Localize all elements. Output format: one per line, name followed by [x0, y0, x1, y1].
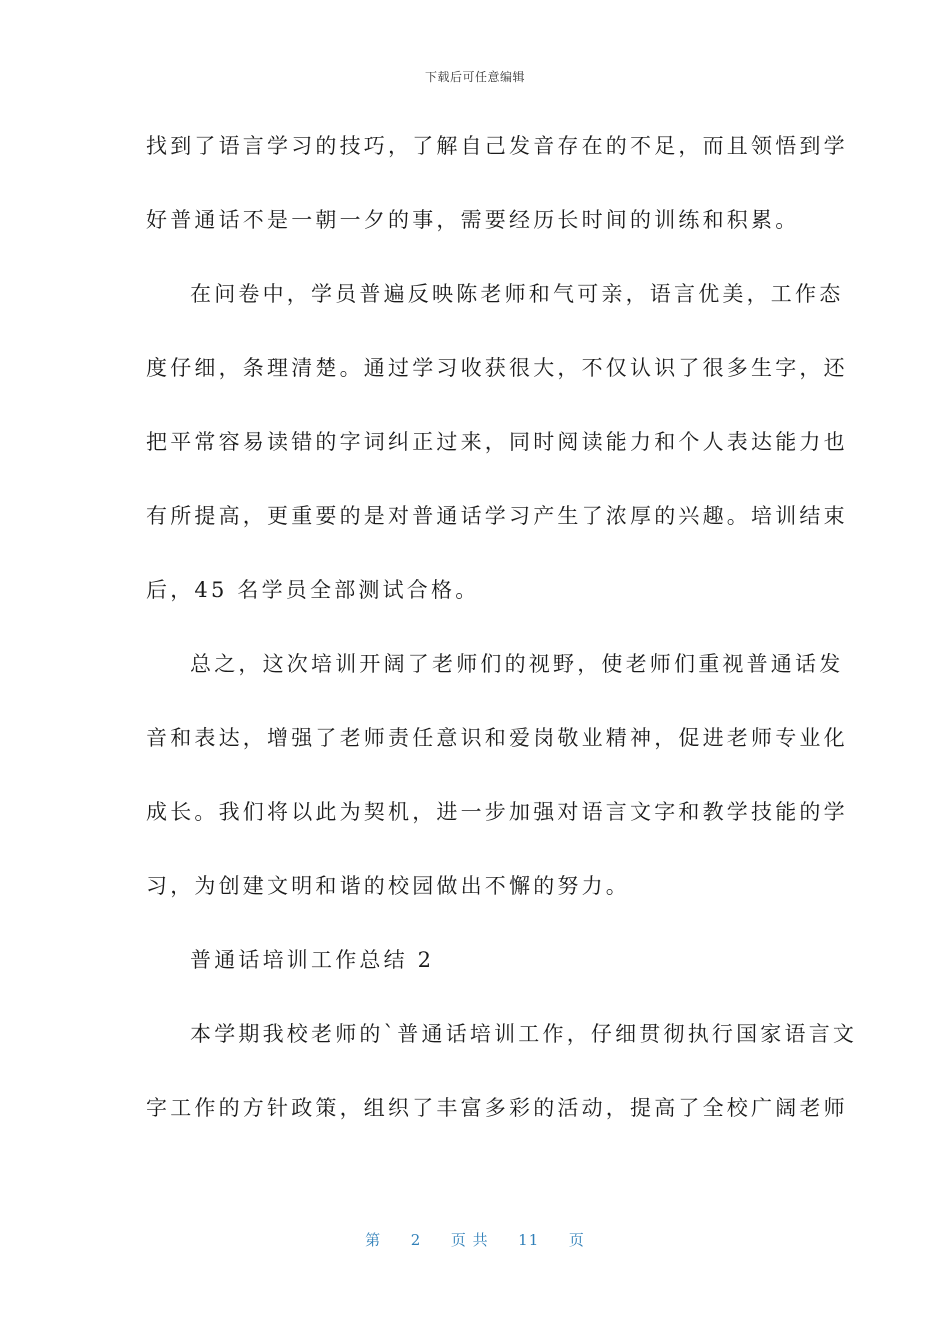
paragraph-line: 总之，这次培训开阔了老师们的视野，使老师们重视普通话发	[190, 652, 844, 676]
paragraph-line: 本学期我校老师的`普通话培训工作，仔细贯彻执行国家语言文	[190, 1022, 858, 1046]
page-label: 第	[365, 1231, 382, 1249]
total-pages: 11	[518, 1231, 540, 1249]
section-heading: 普通话培训工作总结 2	[190, 948, 435, 972]
page-label-3: 页	[568, 1231, 585, 1249]
paragraph-line: 在问卷中，学员普遍反映陈老师和气可亲，语言优美，工作态	[190, 282, 844, 306]
paragraph-line: 习，为创建文明和谐的校园做出不懈的努力。	[146, 874, 630, 898]
paragraph-line: 成长。我们将以此为契机，进一步加强对语言文字和教学技能的学	[146, 800, 848, 824]
page-label-2: 页 共	[450, 1231, 489, 1249]
paragraph-line: 把平常容易读错的字词纠正过来，同时阅读能力和个人表达能力也	[146, 430, 848, 454]
paragraph-line: 好普通话不是一朝一夕的事，需要经历长时间的训练和积累。	[146, 208, 800, 232]
page-number: 2	[410, 1231, 422, 1249]
page-footer	[0, 1229, 950, 1250]
paragraph-line: 度仔细，条理清楚。通过学习收获很大，不仅认识了很多生字，还	[146, 356, 848, 380]
paragraph-line: 音和表达，增强了老师责任意识和爱岗敬业精神，促进老师专业化	[146, 726, 848, 750]
paragraph-line: 后，45 名学员全部测试合格。	[146, 578, 480, 602]
header-note: 下载后可任意编辑	[424, 70, 525, 84]
paragraph-line: 有所提高，更重要的是对普通话学习产生了浓厚的兴趣。培训结束	[146, 504, 848, 528]
paragraph-line: 找到了语言学习的技巧，了解自己发音存在的不足，而且领悟到学	[146, 134, 848, 158]
paragraph-line: 字工作的方针政策，组织了丰富多彩的活动，提高了全校广阔老师	[146, 1096, 848, 1120]
document-body	[146, 126, 858, 1162]
